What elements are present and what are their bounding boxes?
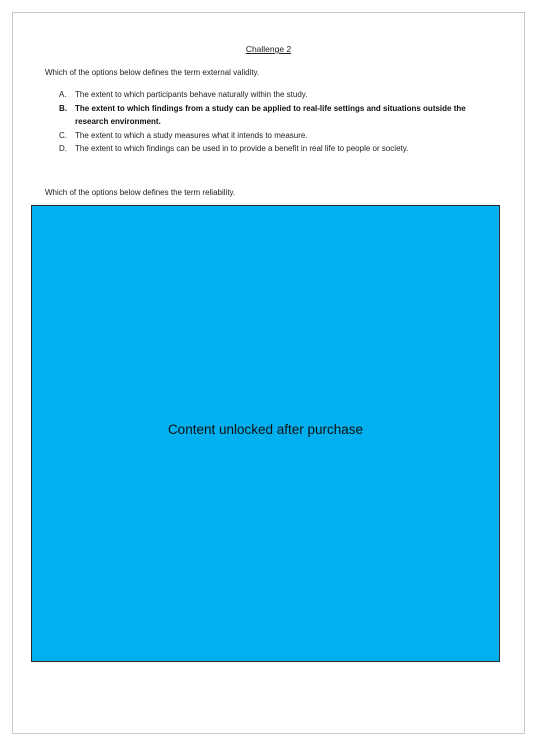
option-a [59, 88, 489, 102]
option-text: The extent to which a study measures what it intends to measure. [75, 130, 308, 140]
option-letter: B. [59, 103, 67, 113]
option-letter: D. [59, 144, 67, 153]
question-2-prompt: Which of the options below defines the term reliability. [45, 188, 236, 197]
option-letter: C. [59, 130, 67, 140]
option-d [59, 142, 489, 156]
option-letter: A. [59, 90, 67, 99]
locked-content-overlay[interactable] [31, 205, 500, 662]
option-text: The extent to which participants behave naturally within the study. [75, 90, 308, 99]
question-1-options [59, 88, 489, 156]
option-text: The extent to which findings can be used in to provide a benefit in real life to people or society. [75, 144, 409, 153]
option-c [59, 129, 489, 143]
locked-content-label: Content unlocked after purchase [167, 422, 364, 437]
question-1-prompt: Which of the options below defines the term external validity. [45, 68, 260, 77]
page-title: Challenge 2 [245, 44, 292, 54]
document-page [12, 12, 525, 734]
option-b-correct [59, 102, 489, 129]
option-text: The extent to which findings from a study can be applied to real-life settings and situations outside the research environment. [75, 103, 466, 126]
